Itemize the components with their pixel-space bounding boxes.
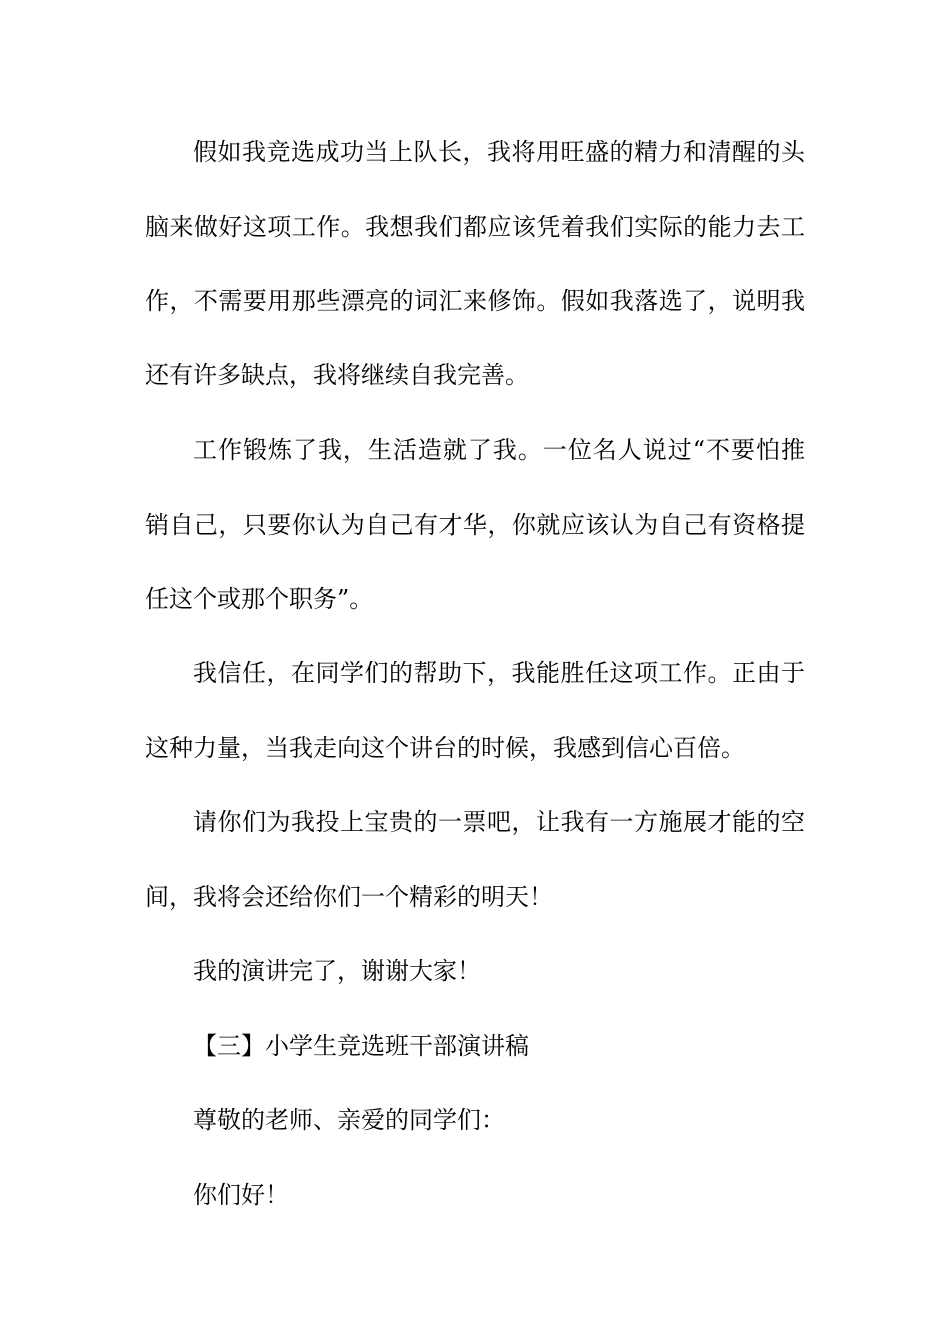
paragraph-1-line-4: 还有许多缺点，我将继续自我完善。 <box>145 361 529 389</box>
salutation: 尊敬的老师、亲爱的同学们： <box>193 1106 505 1134</box>
greeting: 你们好！ <box>193 1181 289 1209</box>
paragraph-2-line-3: 任这个或那个职务”。 <box>145 585 374 613</box>
paragraph-4-line-2: 间，我将会还给你们一个精彩的明天！ <box>145 883 553 911</box>
paragraph-2-line-1: 工作锻炼了我，生活造就了我。一位名人说过“不要怕推 <box>193 436 805 464</box>
section-heading: 【三】小学生竞选班干部演讲稿 <box>193 1032 529 1060</box>
paragraph-3-line-1: 我信任，在同学们的帮助下，我能胜任这项工作。正由于 <box>193 659 805 687</box>
paragraph-4-line-1: 请你们为我投上宝贵的一票吧，让我有一方施展才能的空 <box>193 808 805 836</box>
closing-remark: 我的演讲完了，谢谢大家！ <box>193 957 481 985</box>
paragraph-3-line-2: 这种力量，当我走向这个讲台的时候，我感到信心百倍。 <box>145 734 745 762</box>
paragraph-2-line-2: 销自己，只要你认为自己有才华，你就应该认为自己有资格提 <box>145 511 805 539</box>
paragraph-1-line-1: 假如我竞选成功当上队长，我将用旺盛的精力和清醒的头 <box>193 138 805 166</box>
paragraph-1-line-2: 脑来做好这项工作。我想我们都应该凭着我们实际的能力去工 <box>145 213 805 241</box>
paragraph-1-line-3: 作，不需要用那些漂亮的词汇来修饰。假如我落选了，说明我 <box>145 287 805 315</box>
